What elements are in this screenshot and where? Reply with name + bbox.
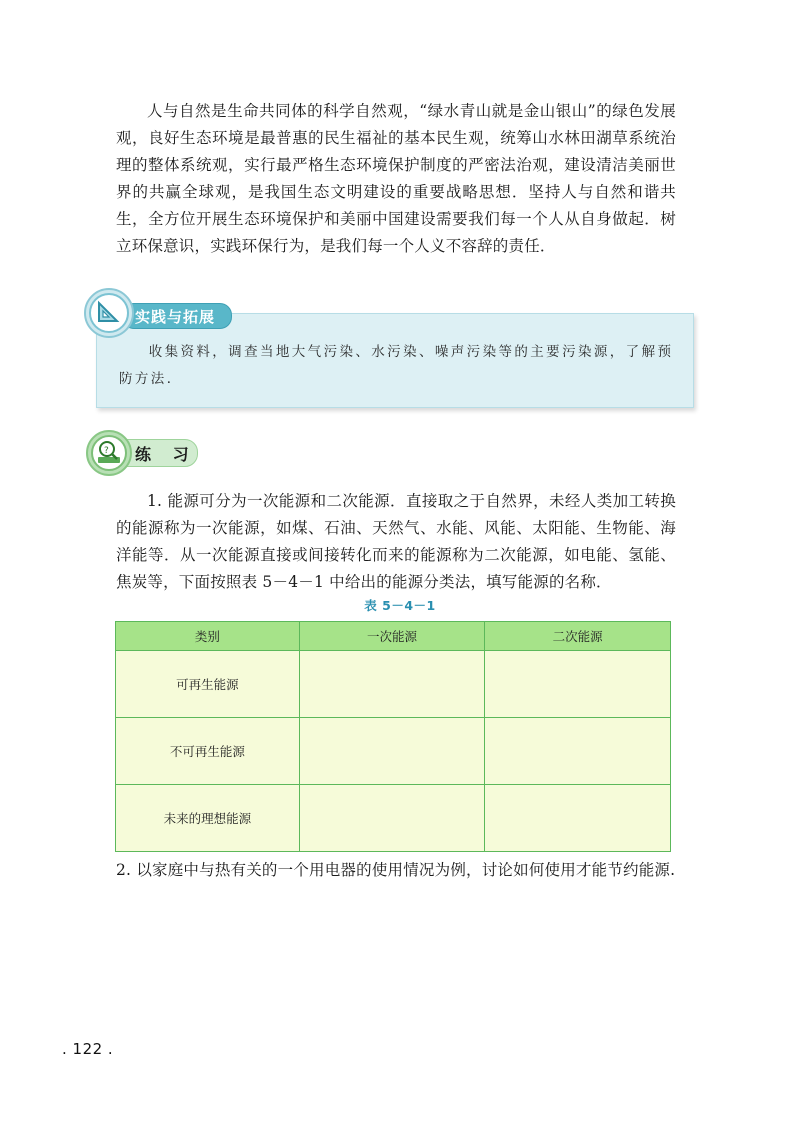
extension-label: 实践与拓展 <box>135 308 216 326</box>
table-row <box>116 718 671 785</box>
answer-cell[interactable] <box>485 785 671 852</box>
answer-cell[interactable] <box>299 651 485 718</box>
table-header-row <box>116 622 671 651</box>
header-secondary: 二次能源 <box>485 622 671 651</box>
energy-table <box>115 621 671 852</box>
question-1: 1. 能源可分为一次能源和二次能源．直接取之于自然界，未经人类加工转换的能源称为一次能源，如煤、石油、天然气、水能、风能、太阳能、生物能、海洋能等．从一次能源直接或间接转化而来的能源称为二次能源，如电能、氢能、焦炭等，下面按照表 5－4－1 中给出的能源分类法，填写能源的名称． <box>116 492 676 591</box>
extension-text: 收集资料，调查当地大气污染、水污染、噪声污染等的主要污染源，了解预防方法． <box>119 344 674 387</box>
question-2: 2. 以家庭中与热有关的一个用电器的使用情况为例，讨论如何使用才能节约能源. <box>116 861 676 879</box>
page-number: . 122 . <box>62 1040 114 1058</box>
exercise-label: 练 习 <box>135 445 197 464</box>
header-primary: 一次能源 <box>299 622 485 651</box>
ruler-triangle-icon <box>84 288 134 338</box>
header-category: 类别 <box>116 622 300 651</box>
svg-text:?: ? <box>104 446 109 456</box>
row-label: 未来的理想能源 <box>116 785 300 852</box>
answer-cell[interactable] <box>299 785 485 852</box>
intro-paragraph: 人与自然是生命共同体的科学自然观，“绿水青山就是金山银山”的绿色发展观，良好生态环境是最普惠的民生福祉的基本民生观，统筹山水林田湖草系统治理的整体系统观，实行最严格生态环境保护制度的严密法治观，建设清洁美丽世界的共赢全球观，是我国生态文明建设的重要战略思想．坚持人与自然和谐共生，全方位开展生态环境保护和美丽中国建设需要我们每一个人从自身做起．树立环保意识，实践环保行为，是我们每一个人义不容辞的责任． <box>116 102 676 255</box>
magnifier-question-icon <box>86 430 132 476</box>
table-caption: 表 5－4－1 <box>364 598 436 613</box>
table-row <box>116 651 671 718</box>
table-row <box>116 785 671 852</box>
answer-cell[interactable] <box>485 718 671 785</box>
row-label: 不可再生能源 <box>116 718 300 785</box>
answer-cell[interactable] <box>485 651 671 718</box>
row-label: 可再生能源 <box>116 651 300 718</box>
answer-cell[interactable] <box>299 718 485 785</box>
extension-tab <box>122 303 232 329</box>
